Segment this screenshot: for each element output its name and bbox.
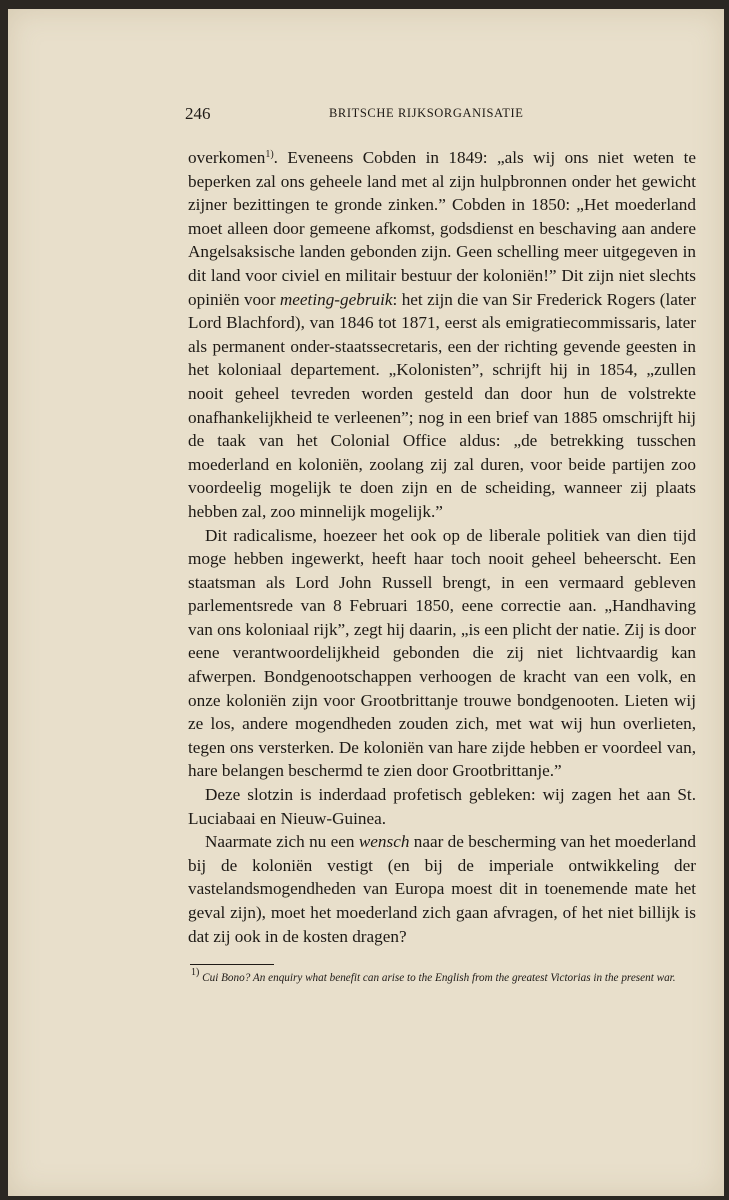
body-text (188, 146, 696, 948)
text-span: naar de bescherming van het moederland bij de koloniën vestigt (en bij de imperiale ontwikkeling der vastelandsmogendheden van Europa moest dit in toenemende mate het geval zijn), moet het moederland zich gaan afvragen, of het niet billijk is dat zij ook in de kosten dragen? (188, 832, 696, 946)
emphasis: wensch (358, 832, 410, 852)
text-span: overkomen (188, 148, 266, 167)
text-span: : het zijn die van Sir Frederick Rogers (later Lord Blachford), van 1846 tot 1871, eerst als emigratiecommissaris, later als permanent onder-staatssecretaris, een der richting gevende geesten in het koloniaal departement. „Kolonisten”, schrijft hij in 1854, „zullen nooit geheel tevreden worden gesteld dan door hun de volstrekte onafhankelijkheid te verleenen”; nog in een brief van 1885 omschrijft hij de taak van het Colonial Office aldus: „de betrekking tusschen moederland en koloniën, zoolang zij zal duren, voor beide partijen zoo voordeelig mogelijk te doen zijn en de scheiding, wanneer zij plaats hebben zal, zoo minnelijk mogelijk.” (188, 289, 696, 521)
footnote-rule (190, 964, 274, 965)
text-span: . Eveneens Cobden in 1849: „als wij ons niet weten te beperken zal ons geheele land met al zijn hulpbronnen onder het gewicht zijner bezittingen te gronde zinken.” Cobden in 1850: „Het moederland moet alleen door gemeene afkomst, godsdienst en beschaving aan andere Angelsaksische landen gebonden zijn. Geen schelling meer uitgegeven in dit land voor civiel en militair bestuur der koloniën!” Dit zijn niet slechts opiniën voor (188, 148, 696, 309)
text-span: Naarmate zich nu een (205, 832, 359, 852)
paragraph (188, 830, 696, 948)
footnote (191, 967, 695, 986)
paragraph: Dit radicalisme, hoezeer het ook op de liberale politiek van dien tijd moge hebben ingewerkt, heeft haar toch nooit geheel beheerscht. Een staatsman als Lord John Russell brengt, in een vermaard gebleven parlementsrede van 8 Februari 1850, eene correctie aan. „Handhaving van ons koloniaal rijk”, zegt hij daarin, „is een plicht der natie. Zij is door eene verantwoordelijkheid gebonden die zij niet lichtvaardig kan afwerpen. Bondgenootschappen verhoogen de kracht van een volk, en onze koloniën zijn voor Grootbrittanje trouwe bondgenooten. Lieten wij ze los, andere mogendheden zouden zich, met wat wij hun overlieten, tegen ons versterken. De koloniën van hare zijde hebben er voordeel van, hare belangen beschermd te zien door Grootbrittanje.” (188, 525, 696, 781)
footnote-text: Cui Bono? An enquiry what benefit can arise to the English from the greatest Victorias in the present war. (202, 972, 676, 984)
page-number: 246 (185, 104, 211, 123)
footnote-marker: 1) (191, 967, 200, 978)
running-head: BRITSCHE RIJKSORGANISATIE (329, 106, 524, 120)
paragraph (188, 146, 696, 524)
emphasis: meeting-gebruik (279, 289, 393, 309)
footnote-reference: 1) (265, 149, 274, 160)
paragraph: Deze slotzin is inderdaad profetisch gebleken: wij zagen het aan St. Luciabaai en Nieuw-Guinea. (188, 785, 696, 828)
page-header (185, 104, 700, 128)
